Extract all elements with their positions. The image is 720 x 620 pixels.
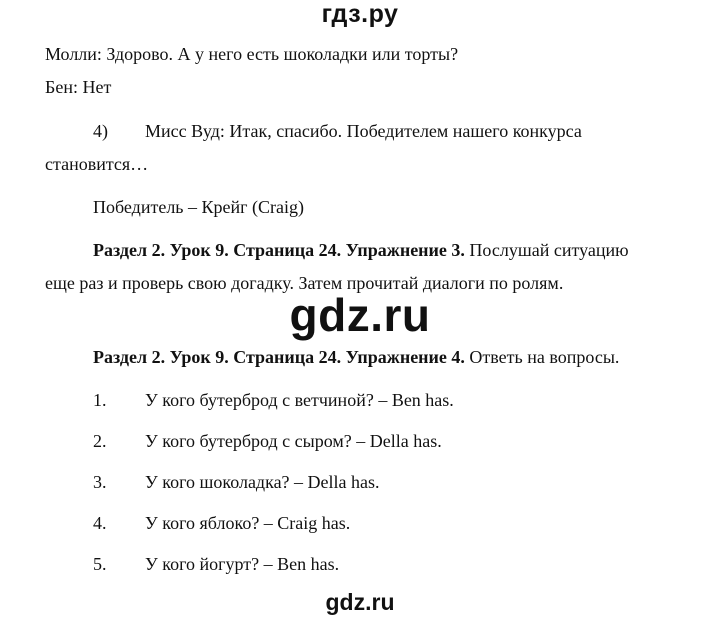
- exercise-4-heading: Раздел 2. Урок 9. Страница 24. Упражнение 4.: [93, 347, 465, 367]
- item-4-text-line1: Мисс Вуд: Итак, спасибо. Победителем нашего конкурса: [145, 121, 582, 141]
- watermark: gdz.ru: [289, 289, 431, 341]
- winner-line: Победитель – Крейг (Craig): [93, 197, 304, 217]
- exercise-4-paragraph: [93, 346, 619, 368]
- item-4: [93, 120, 582, 142]
- answer-number: 3.: [93, 472, 107, 492]
- molly-line: Молли: Здорово. А у него есть шоколадки или торты?: [45, 44, 459, 64]
- answer-text: У кого шоколадка? – Della has.: [145, 472, 380, 492]
- answer-number: 5.: [93, 554, 107, 574]
- answer-text: У кого йогурт? – Ben has.: [145, 554, 340, 574]
- answer-item: [93, 553, 339, 575]
- site-logo-header: гдз.ру: [321, 0, 399, 28]
- exercise-3-paragraph: [93, 239, 629, 261]
- answer-item: [93, 430, 442, 452]
- exercise-3-text-line1: Послушай ситуацию: [464, 240, 629, 260]
- answer-text: У кого яблоко? – Craig has.: [145, 513, 351, 533]
- answer-number: 4.: [93, 513, 107, 533]
- answer-text: У кого бутерброд с ветчиной? – Ben has.: [145, 390, 454, 410]
- answer-number: 1.: [93, 390, 107, 410]
- ben-line: Бен: Нет: [45, 77, 112, 97]
- answer-number: 2.: [93, 431, 107, 451]
- site-logo-footer: gdz.ru: [325, 589, 395, 615]
- answer-item: [93, 512, 350, 534]
- answer-text: У кого бутерброд с сыром? – Della has.: [145, 431, 442, 451]
- exercise-3-text-line2: еще раз и проверь свою догадку. Затем прочитай диалоги по ролям.: [45, 273, 564, 293]
- item-4-number: 4): [93, 121, 108, 141]
- answer-item: [93, 471, 380, 493]
- item-4-text-line2: становится…: [45, 154, 149, 174]
- answer-item: [93, 389, 454, 411]
- exercise-3-heading: Раздел 2. Урок 9. Страница 24. Упражнение 3.: [93, 240, 465, 260]
- exercise-4-text: Ответь на вопросы.: [464, 347, 620, 367]
